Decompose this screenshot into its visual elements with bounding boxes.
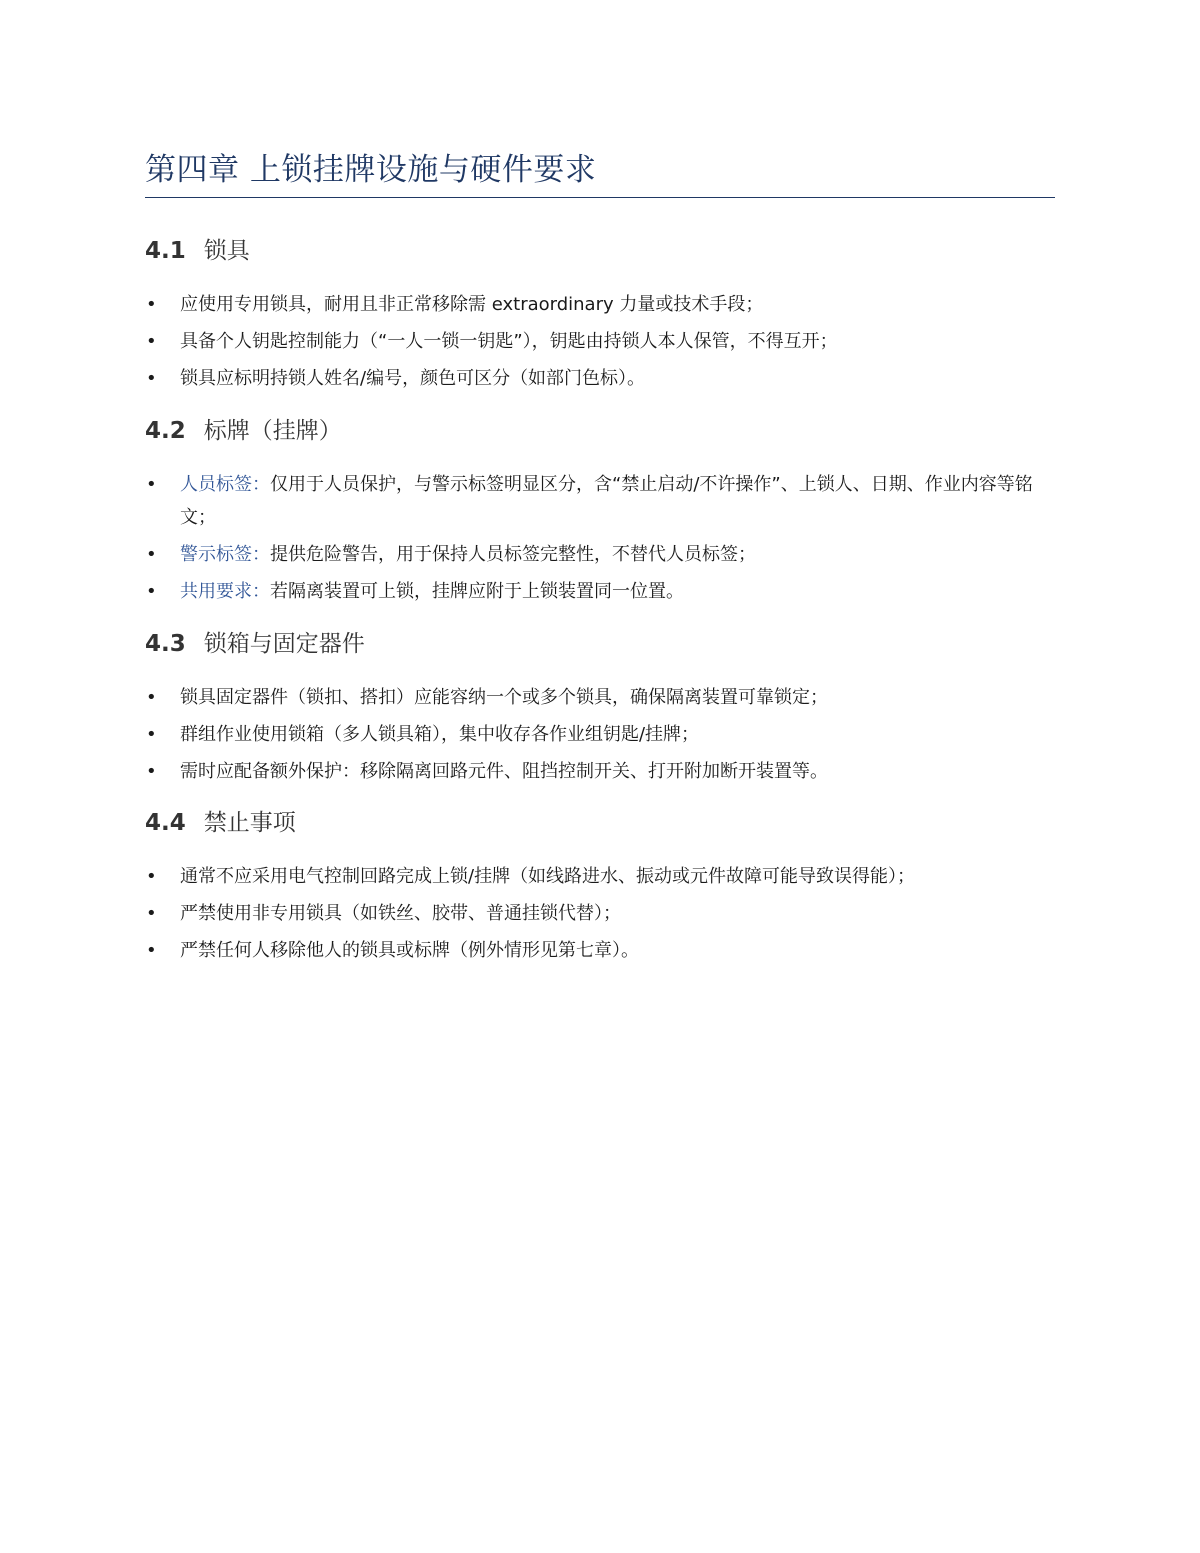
section-title: 锁具 <box>203 238 250 264</box>
list-item-text: 严禁任何人移除他人的锁具或标牌（例外情形见第七章）。 <box>180 940 639 961</box>
list-item <box>145 860 1055 893</box>
term-label: 警示标签： <box>180 544 270 565</box>
section-heading <box>145 629 1055 659</box>
bullet-list <box>145 860 1055 967</box>
list-item <box>145 362 1055 395</box>
list-item-text: 仅用于人员保护，与警示标签明显区分，含“禁止启动/不许操作”、上锁人、日期、作业内容等铭文； <box>180 474 1033 528</box>
section-4-3 <box>145 629 1055 792</box>
list-item-text: 通常不应采用电气控制回路完成上锁/挂牌（如线路进水、振动或元件故障可能导致误得能）； <box>180 866 916 887</box>
bullet-icon: • <box>146 724 157 745</box>
bullet-icon: • <box>146 474 157 495</box>
list-item-text: 锁具应标明持锁人姓名/编号，颜色可区分（如部门色标）。 <box>180 368 646 389</box>
section-heading <box>145 416 1055 446</box>
list-item <box>145 288 1055 321</box>
bullet-icon: • <box>146 866 157 887</box>
section-heading <box>145 808 1055 838</box>
section-title: 标牌（挂牌） <box>203 418 342 444</box>
list-item-text: 提供危险警告，用于保持人员标签完整性，不替代人员标签； <box>270 544 756 565</box>
list-item-text: 锁具固定器件（锁扣、搭扣）应能容纳一个或多个锁具，确保隔离装置可靠锁定； <box>180 687 828 708</box>
list-item <box>145 325 1055 358</box>
list-item <box>145 575 1055 608</box>
bullet-icon: • <box>146 544 157 565</box>
chapter-title: 第四章 上锁挂牌设施与硬件要求 <box>145 152 597 188</box>
section-number: 4.2 <box>145 418 186 444</box>
list-item <box>145 755 1055 788</box>
list-item-text: 具备个人钥匙控制能力（“一人一锁一钥匙”），钥匙由持锁人本人保管，不得互开； <box>180 331 838 352</box>
section-heading <box>145 236 1055 266</box>
list-item-text: 若隔离装置可上锁，挂牌应附于上锁装置同一位置。 <box>270 581 684 602</box>
section-number: 4.1 <box>145 238 186 264</box>
section-4-2 <box>145 416 1055 612</box>
list-item <box>145 897 1055 930</box>
list-item <box>145 468 1055 534</box>
bullet-icon: • <box>146 940 157 961</box>
bullet-icon: • <box>146 294 157 315</box>
list-item-text: 严禁使用非专用锁具（如铁丝、胶带、普通挂锁代替）； <box>180 903 621 924</box>
section-4-1 <box>145 236 1055 399</box>
bullet-list <box>145 288 1055 395</box>
list-item-text: 应使用专用锁具，耐用且非正常移除需 extraordinary 力量或技术手段； <box>180 294 764 315</box>
section-number: 4.3 <box>145 631 186 657</box>
bullet-list <box>145 468 1055 608</box>
bullet-list <box>145 681 1055 788</box>
bullet-icon: • <box>146 368 157 389</box>
bullet-icon: • <box>146 581 157 602</box>
term-label: 共用要求： <box>180 581 270 602</box>
list-item-text: 群组作业使用锁箱（多人锁具箱），集中收存各作业组钥匙/挂牌； <box>180 724 700 745</box>
bullet-icon: • <box>146 761 157 782</box>
section-title: 禁止事项 <box>203 810 296 836</box>
bullet-icon: • <box>146 331 157 352</box>
list-item <box>145 538 1055 571</box>
list-item-text: 需时应配备额外保护：移除隔离回路元件、阻挡控制开关、打开附加断开装置等。 <box>180 761 828 782</box>
chapter-title-rule <box>145 197 1055 198</box>
list-item <box>145 934 1055 967</box>
section-number: 4.4 <box>145 810 186 836</box>
section-title: 锁箱与固定器件 <box>203 631 365 657</box>
section-4-4 <box>145 808 1055 971</box>
list-item <box>145 681 1055 714</box>
bullet-icon: • <box>146 903 157 924</box>
bullet-icon: • <box>146 687 157 708</box>
list-item <box>145 718 1055 751</box>
term-label: 人员标签： <box>180 474 270 495</box>
